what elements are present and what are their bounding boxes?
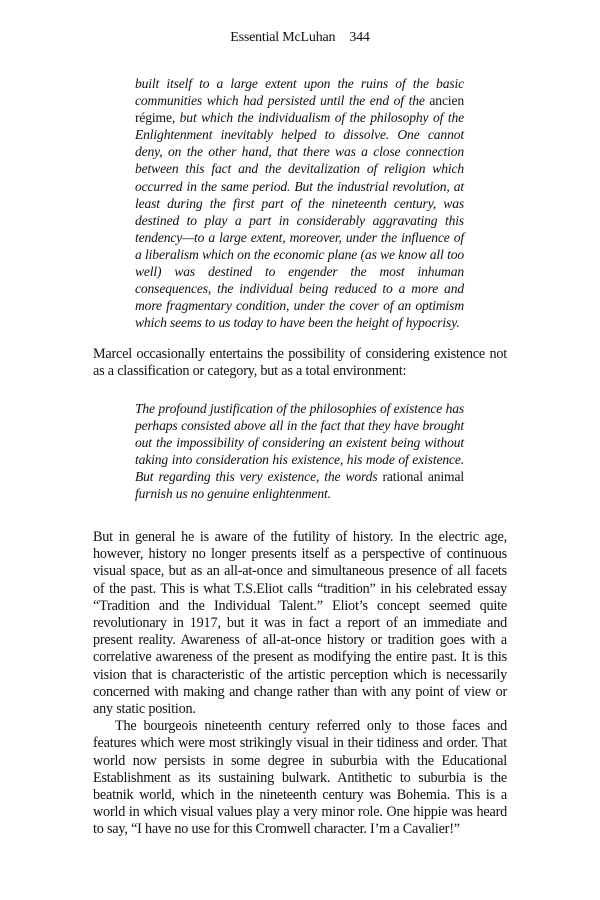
body-paragraph-2: But in general he is aware of the futility of history. In the electric age, however, history no longer presents itself as a perspective of continuous visual space, but as an all-at-once and simultaneous presence of all facets of the past. This is what T.S.Eliot calls “tradition” in his celebrated essay “Tradition and the Individual Talent.” Eliot’s concept seemed quite revolutionary in 1917, but it was in fact a report of an immediate and present reality. Awareness of all-at-once history or tradition goes with a correlative awareness of the present as modifying the entire past. It is this vision that is characteristic of the artistic perception which is necessarily concerned with making and change rather than with any point of view or any static position. [93,529,507,718]
body-section-2 [93,529,507,839]
paragraph-text: Marcel occasionally entertains the possibility of considering existence not as a classification or category, but as a total environment: [93,346,507,380]
quote-text-part-2: furnish us no genuine enlightenment. [135,486,331,502]
block-quote-1-text [135,75,464,331]
page-number: 344 [349,30,370,45]
block-quote-2 [135,400,464,503]
block-quote-1 [135,75,464,331]
quote-upright-term: ancien régime, [135,93,464,126]
body-paragraph-3: The bourgeois nineteenth century referred only to those faces and features which were most strikingly visual in their tidiness and order. That world now persists in some degree in suburbia with the Educational Establishment as its sustaining bulwark. Antithetic to suburbia is the beatnik world, which in the nineteenth century was Bohemia. This is a world in which visual values play a very minor role. One hippie was heard to say, “I have no use for this Cromwell character. I’m a Cavalier!” [93,718,507,838]
quote-text-part-1: The profound justification of the philosophies of existence has perhaps consisted above all in the fact that they have brought out the impossibility of considering an existent being without taking into consideration his existence, his mode of existence. But regarding this very existence, the words [135,401,464,485]
running-header [0,29,600,47]
block-quote-2-text [135,400,464,503]
quote-text-part-1: built itself to a large extent upon the ruins of the basic communities which had persisted until the end of the [135,76,464,109]
book-title: Essential McLuhan [230,30,336,45]
quote-text-part-2: but which the individualism of the philosophy of the Enlightenment inevitably helped to dissolve. One cannot deny, on the other hand, that there was a close connection between this fact and the devitalization of religion which occurred in the same period. But the industrial revolution, at least during the first part of the nineteenth century, was destined to play a part in considerably aggravating this tendency—to a large extent, moreover, under the influence of a liberalism which on the economic plane (as we know all too well) was destined to engender the most inhuman consequences, the individual being reduced to a more and more fragmentary condition, under the cover of an optimism which seems to us today to have been the height of hypocrisy. [135,110,464,331]
quote-upright-term: rational animal [382,469,464,485]
body-paragraph-1 [93,346,507,380]
